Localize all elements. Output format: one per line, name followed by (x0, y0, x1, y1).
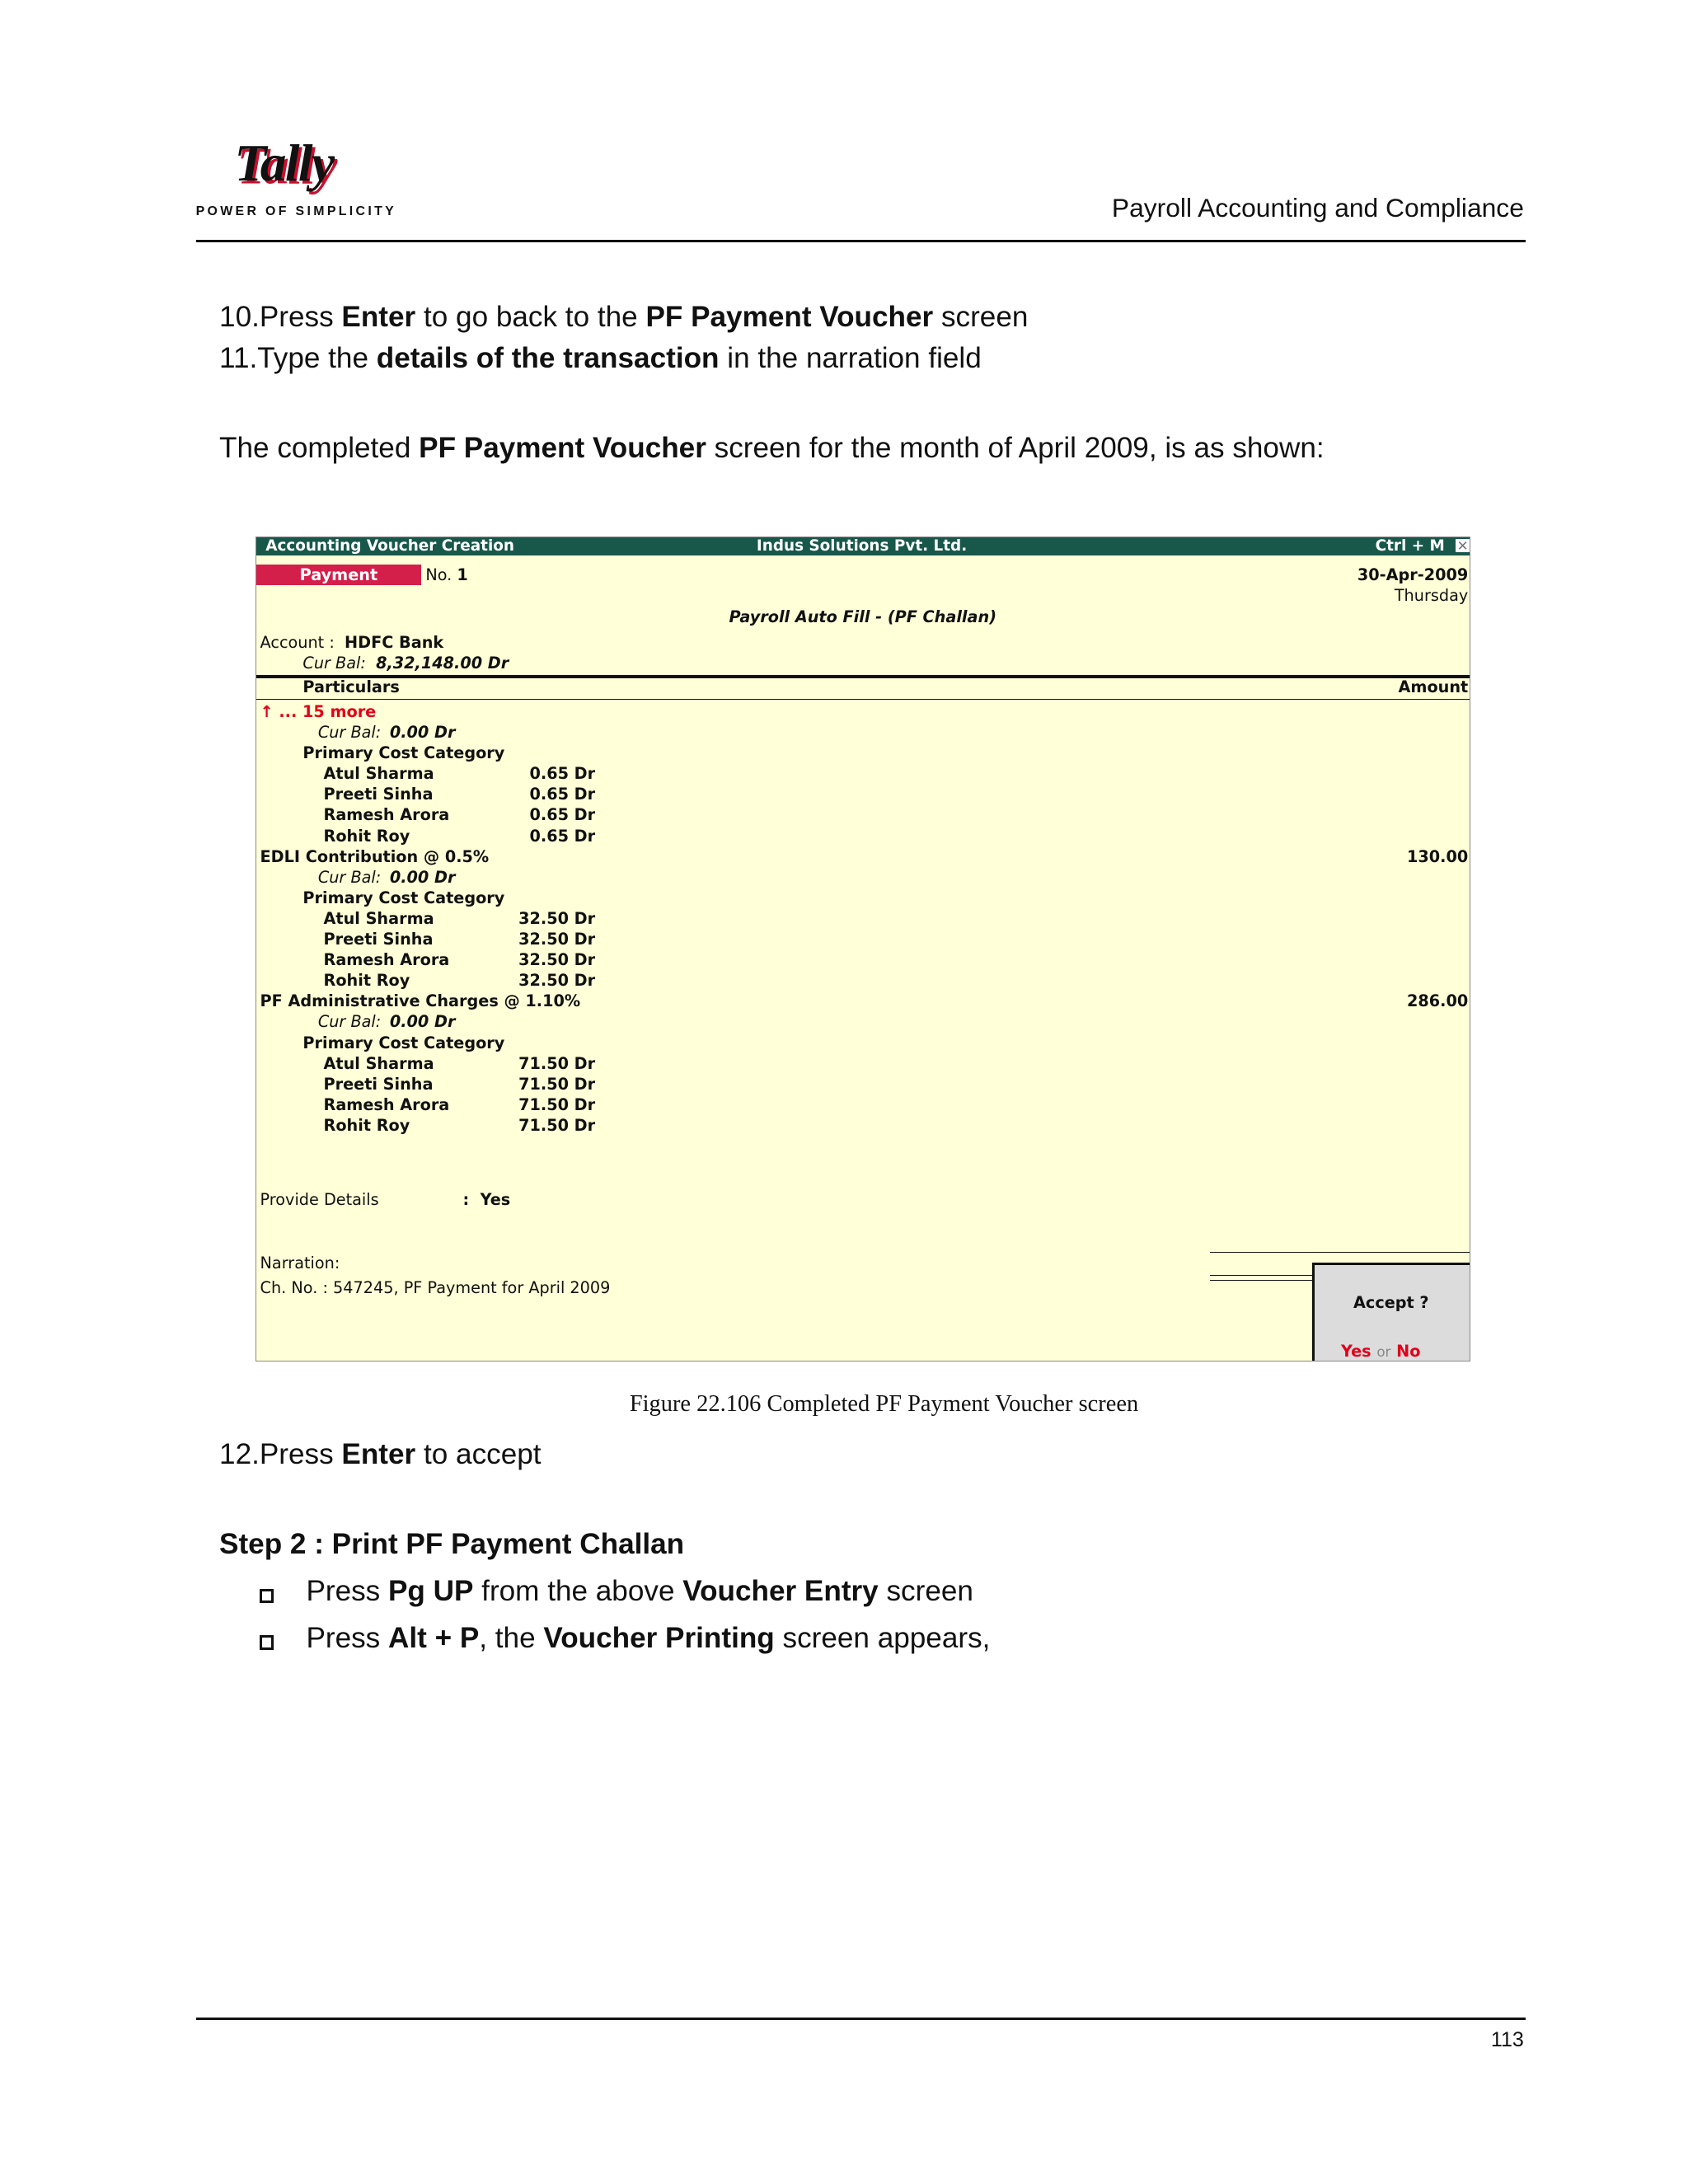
cost-centre-amount: 32.50 Dr (518, 908, 596, 928)
header-rule (196, 240, 1526, 242)
step-12: 12.Press Enter to accept (219, 1438, 542, 1471)
cur-bal-value: 0.00 Dr (389, 723, 456, 743)
col-amount: Amount (1398, 677, 1469, 696)
cost-centre-name: Preeti Sinha (323, 930, 434, 949)
cost-centre-name: Ramesh Arora (323, 1094, 450, 1114)
title-bar: Accounting Voucher Creation Indus Solutions Pvt. Ltd. Ctrl + M ✕ (256, 537, 1470, 555)
cur-bal-label: Cur Bal: (317, 1012, 382, 1032)
cost-centre-amount: 71.50 Dr (518, 1115, 596, 1135)
voucher-number: No. 1 (425, 565, 468, 585)
close-icon[interactable]: ✕ (1456, 537, 1469, 554)
account-balance: Cur Bal: 8,32,148.00 Dr (302, 654, 509, 673)
ledger-amount: 130.00 (1407, 846, 1469, 866)
more-entries-indicator: ↑ ... 15 more (260, 701, 377, 721)
step-11: 11.Type the details of the transaction in the narration field (219, 341, 982, 374)
cost-centre-amount: 71.50 Dr (518, 1094, 596, 1114)
cost-centre-amount: 0.65 Dr (529, 805, 596, 825)
cost-centre-name: Rohit Roy (323, 1115, 410, 1135)
account-field[interactable]: Account : HDFC Bank (260, 633, 444, 653)
ledger-amount: 286.00 (1407, 991, 1469, 1011)
bullet-icon (260, 1589, 274, 1604)
col-particulars: Particulars (302, 677, 400, 696)
cost-centre-amount: 71.50 Dr (518, 1074, 596, 1094)
cost-centre-name: Ramesh Arora (323, 805, 450, 825)
cost-category: Primary Cost Category (302, 888, 505, 907)
provide-details-label: Provide Details (260, 1190, 379, 1210)
cost-centre-amount: 32.50 Dr (518, 930, 596, 949)
page-number: 113 (1490, 2028, 1524, 2052)
cost-centre-amount: 32.50 Dr (518, 971, 596, 991)
cur-bal-label: Cur Bal: (317, 867, 382, 887)
cost-centre-name: Atul Sharma (323, 908, 434, 928)
figure-caption: Figure 22.106 Completed PF Payment Voucher screen (629, 1391, 1139, 1418)
bullet-item: Press Pg UP from the above Voucher Entry screen (306, 1574, 973, 1607)
voucher-day: Thursday (1394, 586, 1469, 606)
cost-centre-amount: 0.65 Dr (529, 826, 596, 846)
narration-label: Narration: (260, 1254, 340, 1273)
cost-centre-name: Atul Sharma (323, 764, 434, 784)
voucher-date: 30-Apr-2009 (1357, 565, 1469, 585)
cost-centre-amount: 0.65 Dr (529, 785, 596, 804)
voucher-subtitle: Payroll Auto Fill - (PF Challan) (729, 607, 996, 626)
cost-centre-name: Atul Sharma (323, 1053, 434, 1073)
voucher-screenshot (256, 537, 1470, 1361)
cur-bal-label: Cur Bal: (317, 723, 382, 743)
intro-paragraph: The completed PF Payment Voucher screen for the month of April 2009, is as shown: (219, 431, 1325, 464)
cost-category: Primary Cost Category (302, 1033, 505, 1052)
voucher-type: Payment (256, 565, 422, 585)
narration-field[interactable]: Ch. No. : 547245, PF Payment for April 2009 (260, 1278, 611, 1298)
cost-centre-amount: 71.50 Dr (518, 1053, 596, 1073)
step-2-heading: Step 2 : Print PF Payment Challan (219, 1527, 685, 1560)
cost-centre-name: Rohit Roy (323, 971, 410, 991)
footer-rule (196, 2018, 1526, 2020)
cost-centre-name: Rohit Roy (323, 826, 410, 846)
no-button[interactable]: No (1396, 1341, 1421, 1361)
cur-bal-value: 0.00 Dr (389, 867, 456, 887)
cost-centre-name: Preeti Sinha (323, 1074, 434, 1094)
yes-button[interactable]: Yes (1340, 1341, 1372, 1361)
tally-logo: Tally POWER OF SIMPLICITY (195, 133, 397, 218)
chapter-title: Payroll Accounting and Compliance (1111, 193, 1524, 223)
bullet-icon (260, 1635, 274, 1650)
step-10: 10.Press Enter to go back to the PF Payment Voucher screen (219, 300, 1029, 333)
cost-centre-name: Preeti Sinha (323, 785, 434, 804)
accept-dialog: Accept ? Yes or No (1312, 1263, 1470, 1361)
bullet-item: Press Alt + P, the Voucher Printing screen appears, (306, 1621, 991, 1654)
cost-centre-amount: 0.65 Dr (529, 764, 596, 784)
cost-centre-amount: 32.50 Dr (518, 950, 596, 970)
ledger-name: EDLI Contribution @ 0.5% (260, 846, 490, 866)
cost-centre-name: Ramesh Arora (323, 950, 450, 970)
cur-bal-value: 0.00 Dr (389, 1012, 456, 1032)
cost-category: Primary Cost Category (302, 743, 505, 763)
ledger-name: PF Administrative Charges @ 1.10% (260, 991, 581, 1011)
provide-details-value[interactable]: : Yes (462, 1190, 511, 1210)
